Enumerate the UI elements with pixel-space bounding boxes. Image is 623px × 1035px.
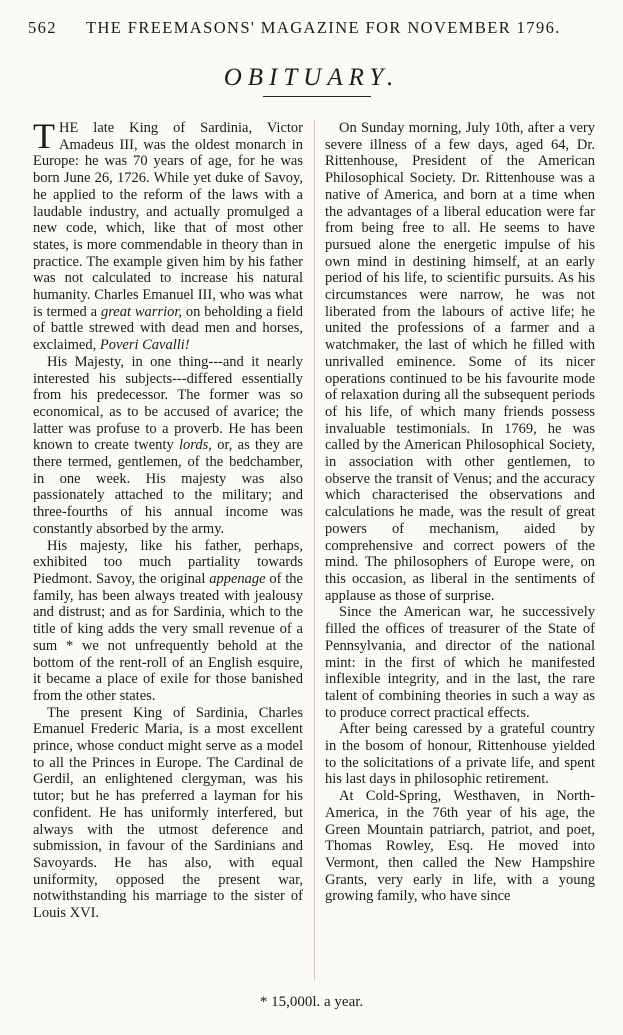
running-header (28, 18, 598, 40)
left-column (33, 116, 303, 922)
section-title: OBITUARY. (223, 64, 400, 91)
paragraph-retirement: After being caressed by a grateful country in the bosom of honour, Rittenhouse yielded to the solicitations of a private life, and spent his last days in philosophic retirement. (325, 721, 595, 788)
italic-phrase: great warrior, (100, 303, 183, 320)
italic-phrase: Poveri Cavalli! (99, 337, 190, 354)
right-column (325, 120, 595, 905)
paragraph-piedmont: His majesty, like his father, perhaps, exhibited too much partiality towards Piedmont. Savoy, the original appenage of the family, has been always treated with jealousy and distrust; and as for Sardinia, which to the title of king adds the very small revenue of a sum * we not unfrequently behold at the bottom of the rent-roll of an English esquire, it became a place of exile for those banished from the other states. (33, 537, 303, 704)
paragraph-american-war: Since the American war, he successively filled the offices of treasurer of the State of Pennsylvania, and director of the national mint: in the first of which he manifested inflexible integrity, and in the last, the rare talent of combining theories in such a way as to produce correct practical effects. (325, 604, 595, 721)
paragraph-rowley: At Cold-Spring, Westhaven, in North-America, in the 76th year of his age, the Green Mountain patriarch, patriot, and poet, Thomas Rowley, Esq. He moved into Vermont, then called the New Hampshire Grants, very early in life, with a young growing family, who have since (325, 788, 595, 905)
italic-phrase: lords, (179, 437, 212, 454)
paragraph-present-king: The present King of Sardinia, Charles Emanuel Frederic Maria, is a most excellent prince, whose conduct might serve as a model to all the Princes in Europe. The Cardinal de Gerdil, an enlightened clergyman, was his tutor; but he has preferred a layman for his confident. He has uniformly interfered, but always with the utmost deference and submission, in favour of the Sardinians and Savoyards. He has also, with equal uniformity, opposed the present war, notwithstanding his marriage to the sister of Louis XVI. (33, 704, 303, 922)
page-number: 562 (28, 18, 57, 37)
column-divider (314, 120, 315, 980)
paragraph-rittenhouse: On Sunday morning, July 10th, after a very severe illness of a few days, aged 64, Dr. Rittenhouse, President of the American Philosophical Society. Dr. Rittenhouse was a native of America, and born at a time when the advantages of a liberal education were far from being free to all. He seems to have pursued alone the energetic impulse of his own mind in destining himself, at an early period of his life, to scientific pursuits. As his circumstances were narrow, he was not liberated from the labours of active life; he united the professions of a farmer and a watchmaker, the last of which he filled with unrivalled eminence. Some of its nicer operations continued to be his favourite mode of relaxation during all the subsequent periods of his life, of which many friends possess invaluable testimonials. In 1769, he was called by the American Philosophical Society, in association with other gentlemen, to observe the transit of Venus; and the accuracy which characterised the observations and calculations he made, was the result of great powers of mechanism, aided by comprehensive and correct powers of the mind. The philosophers of Europe were, on this occasion, as liberal in the sentiments of applause as those of surprise. (325, 120, 595, 604)
italic-phrase: appenage (209, 570, 266, 587)
paragraph-majesty-economy: His Majesty, in one thing---and it nearly interested his subjects---differed essentially from his predecessor. The former was so economical, as to be accused of avarice; the latter was profuse to a proverb. He has been known to create twenty lords, or, as they are there termed, gentlemen, of the bedchamber, in one week. His majesty was also passionately attached to the military; and three-fourths of his annual income was constantly absorbed by the army. (33, 353, 303, 537)
footnote: * 15,000l. a year. (259, 994, 364, 1010)
title-rule (263, 96, 371, 97)
drop-cap: T (33, 116, 55, 156)
paragraph-victor-amadeus: THE late King of Sardinia, Victor Amadeus III, was the oldest monarch in Europe: he was 70 years of age, for he was born June 26, 1726. While yet duke of Savoy, he applied to the reform of the laws with a laudable industry, and actually promulged a new code, which, like that of most other states, is more commendable in theory than in practice. The example given him by his father was not calculated to increase his natural humanity. Charles Emanuel III, who was what is termed a great warrior, on beholding a field of battle strewed with dead men and horses, exclaimed, Poveri Cavalli! (33, 116, 303, 354)
running-title: THE FREEMASONS' MAGAZINE FOR NOVEMBER 1796. (86, 18, 561, 37)
